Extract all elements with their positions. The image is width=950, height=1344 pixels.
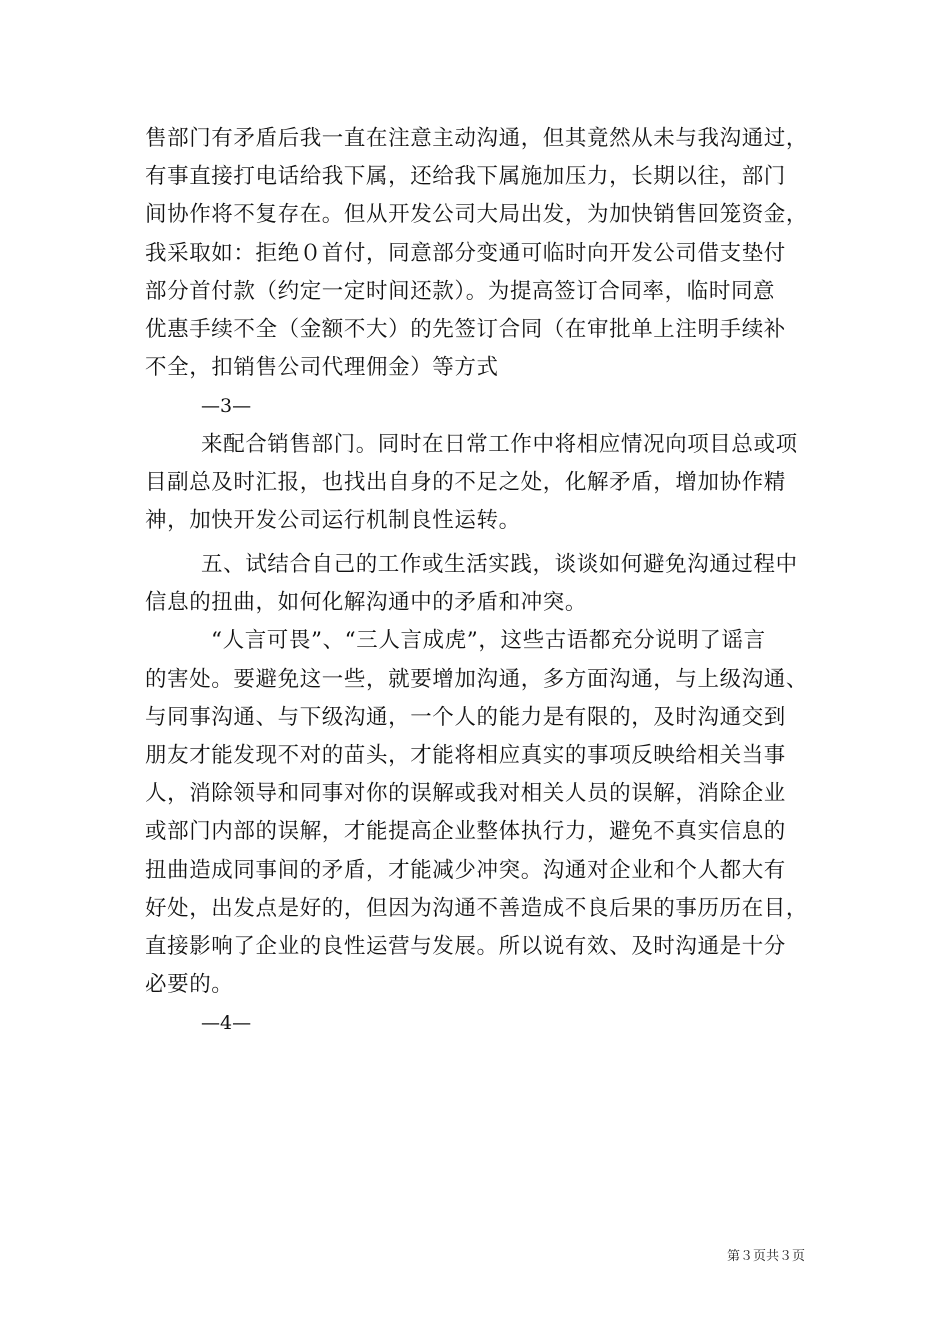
text-line: “人言可畏”、“三人言成虎”，这些古语都充分说明了谣言 <box>211 628 766 654</box>
text-line: 有事直接打电话给我下属，还给我下属施加压力，长期以往，部门 <box>145 164 786 190</box>
text-line: 间协作将不复存在。但从开发公司大局出发，为加快销售回笼资金， <box>145 202 809 228</box>
page-marker-4: —4— <box>201 1012 252 1035</box>
document-body <box>145 120 825 1043</box>
text-line: 必要的。 <box>145 972 234 998</box>
text-line: 神，加快开发公司运行机制良性运转。 <box>145 507 521 533</box>
text-line: 的害处。要避免这一些，就要增加沟通，多方面沟通，与上级沟通、 <box>145 666 809 692</box>
text-line: 与同事沟通、与下级沟通，一个人的能力是有限的，及时沟通交到 <box>145 704 786 730</box>
continued-paragraph <box>145 120 825 387</box>
page-marker-3: —3— <box>201 395 252 418</box>
text-line: 好处，出发点是好的，但因为沟通不善造成不良后果的事历历在目， <box>145 895 809 921</box>
text-line: 直接影响了企业的良性运营与发展。所以说有效、及时沟通是十分 <box>145 933 786 959</box>
text-line: 优惠手续不全（金额不大）的先签订合同（在审批单上注明手续补 <box>145 316 786 342</box>
text-line: 不全，扣销售公司代理佣金）等方式 <box>145 355 499 381</box>
answer-five <box>145 622 825 1004</box>
text-line: 目副总及时汇报，也找出自身的不足之处，化解矛盾，增加协作精 <box>145 469 786 495</box>
paragraph-after-marker <box>145 426 825 541</box>
text-line: 扭曲造成同事间的矛盾，才能减少冲突。沟通对企业和个人都大有 <box>145 857 786 883</box>
text-line: 信息的扭曲，如何化解沟通中的矛盾和冲突。 <box>145 590 588 616</box>
text-line: 朋友才能发现不对的苗头，才能将相应真实的事项反映给相关当事 <box>145 743 786 768</box>
page-number-footer: 第３页共３页 <box>726 1249 805 1264</box>
text-line: 来配合销售部门。同时在日常工作中将相应情况向项目总或项 <box>201 431 798 457</box>
text-line: 部分首付款（约定一定时间还款）。为提高签订合同率，临时同意 <box>145 278 776 304</box>
text-line: 我采取如：拒绝０首付，同意部分变通可临时向开发公司借支垫付 <box>145 240 786 266</box>
text-line: 或部门内部的误解，才能提高企业整体执行力，避免不真实信息的 <box>145 819 786 845</box>
text-line: 售部门有矛盾后我一直在注意主动沟通，但其竟然从未与我沟通过， <box>145 126 809 151</box>
question-five <box>145 546 825 622</box>
text-line: 人，消除领导和同事对你的误解或我对相关人员的误解，消除企业 <box>145 781 786 807</box>
text-line: 五、试结合自己的工作或生活实践，谈谈如何避免沟通过程中 <box>201 552 798 578</box>
